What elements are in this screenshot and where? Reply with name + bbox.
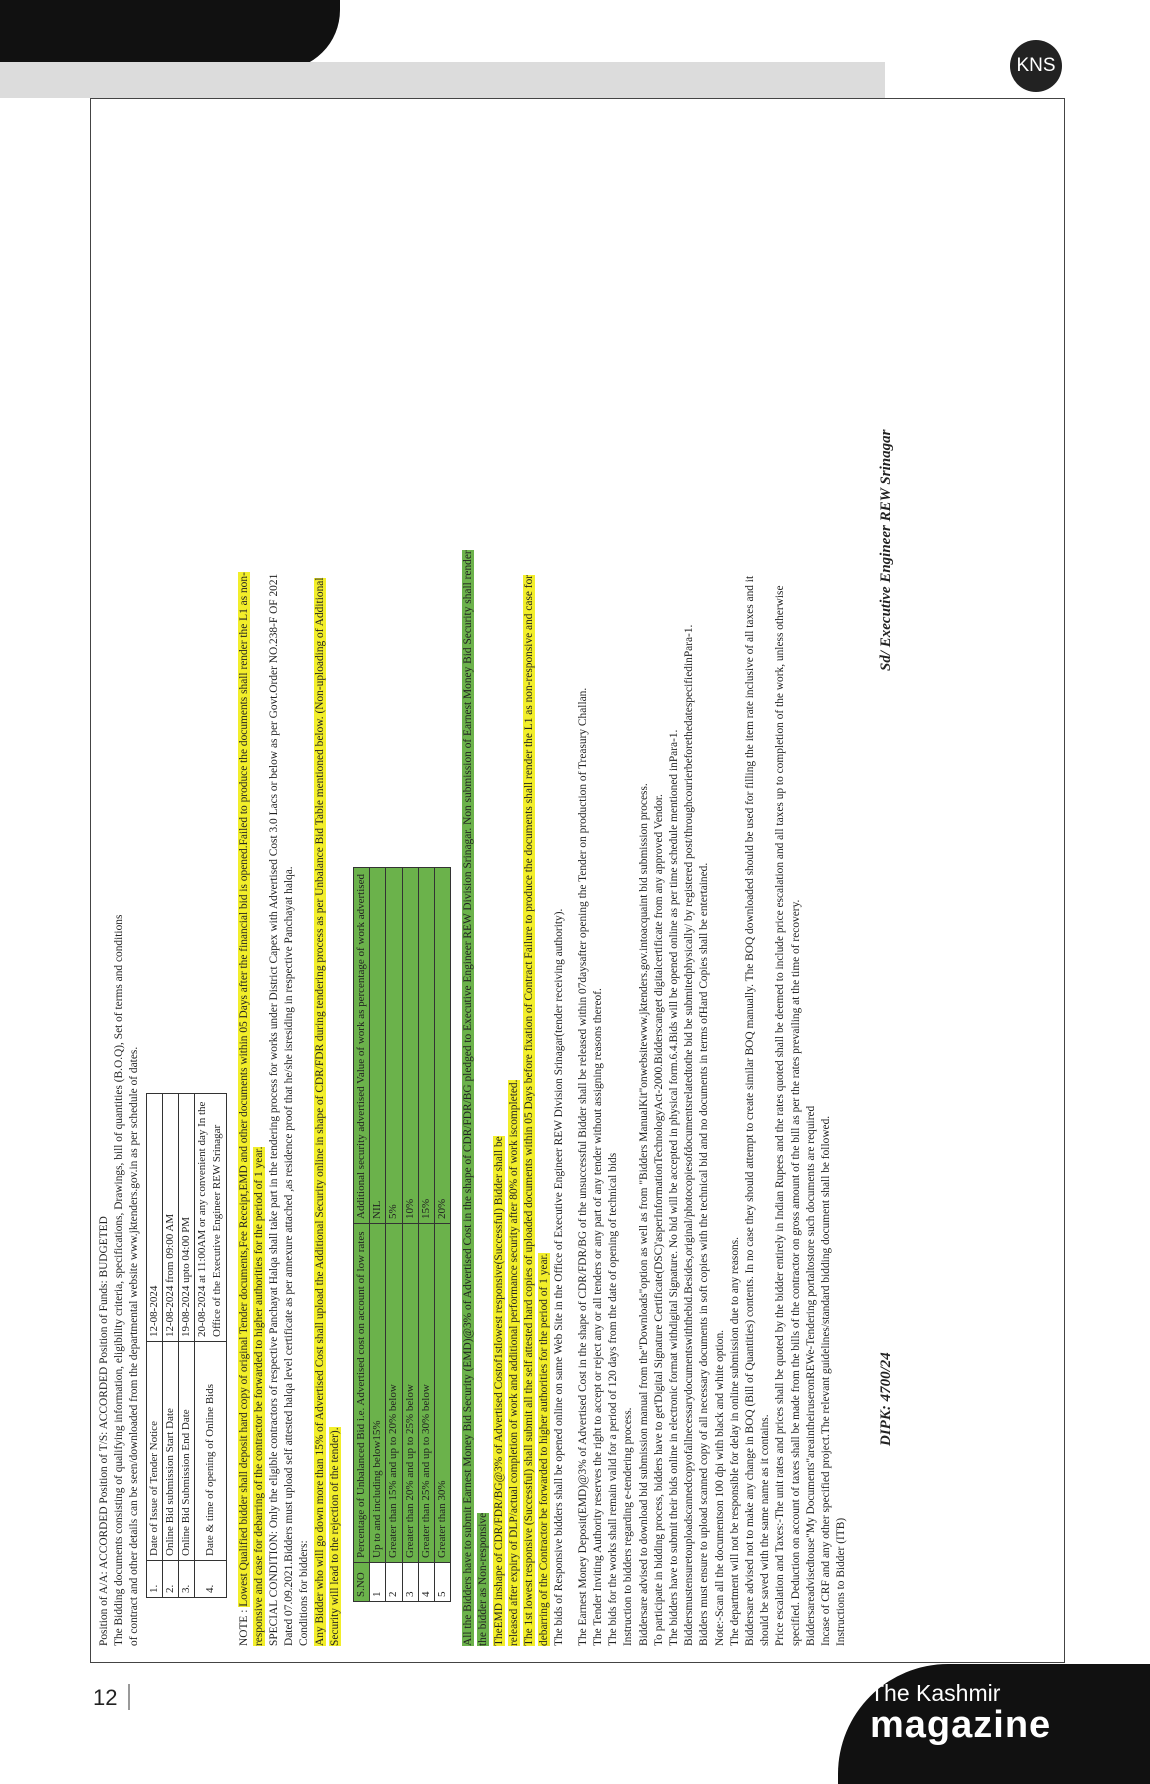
corner-decoration: [0, 0, 340, 70]
row-number: 1.: [146, 1561, 162, 1598]
row-value: 20-08-2024 at 11:00AM or any convenient day In the Office of the Executive Engineer REW Srinagar: [195, 1094, 226, 1342]
table-row: [179, 1094, 195, 1598]
table-cell: 15%: [418, 868, 434, 1224]
note-highlight: Lowest Qualified bidder shall deposit hard copy of original Tender documents,Fee Receipt,EMD and other documents within 05 Days after the financial bid is opened.Failed to produce the documents shall render the L1 as non-: [237, 572, 250, 1607]
rule-line: should be saved with the same name as it contains.: [759, 1414, 772, 1646]
row-number: 4.: [195, 1561, 226, 1598]
condition-highlight: Security will lead to the rejection of the tender).: [328, 1427, 341, 1646]
intro-line: The Bidding documents consisting of qualifying information, eligibility criteria, specifications, Drawings, bill of quantities (B.O.Q), Set of terms and conditions: [113, 914, 126, 1646]
schedule-of-dates-table: [146, 1093, 227, 1598]
kns-logo-badge: [1010, 40, 1062, 92]
table-cell: 2: [386, 1563, 402, 1602]
table-row: [370, 868, 386, 1602]
emd-highlight: released after expiry of DLP/actual completion of work and additional performance security after 80% of work iscompleted.: [507, 1079, 520, 1646]
header-cell: Percentage of Unbalanced Bid i.e. Advertised cost on account of low rates: [354, 1224, 370, 1563]
table-cell: 10%: [402, 868, 418, 1224]
rule-line: The department will not be responsible for delay in online submission due to any reasons.: [728, 1236, 741, 1646]
header-band: [0, 62, 885, 98]
page-number-divider: [128, 1684, 130, 1710]
rule-line: Instruction to bidders regarding e-tendering process.: [622, 1407, 635, 1646]
row-label: Online Bid submission Start Date: [162, 1342, 178, 1561]
table-row: [146, 1094, 162, 1598]
note-highlight: responsive and case for debarring of the contractor be forwarded to higher authorities for the period of 1 year.: [252, 1146, 265, 1646]
emd-line: [522, 117, 537, 1646]
table-cell: 4: [418, 1563, 434, 1602]
emd-highlight: the bidder as Non-responsive: [477, 1512, 490, 1646]
rule-line: specified. Deduction on account of taxes shall be made from the bills of the contractor on gross amount of the bill as per the rates prevailing at the time of recovery.: [789, 899, 802, 1646]
row-number: 3.: [179, 1561, 195, 1598]
table-row: [402, 868, 418, 1602]
rule-line: Price escalation and Taxes:-The unit rates and prices shall be quoted by the bidder entirely in Indian Rupees and the rates quoted shall be deemed to include price escalation and all taxes up to completion of the work, unless otherwise: [774, 585, 787, 1646]
row-label: Online Bid Submission End Date: [179, 1342, 195, 1561]
header-cell: Additional security advertised Value of work as percentage of work advertised: [354, 868, 370, 1224]
spacer: [568, 117, 576, 1646]
table-cell: Greater than 15% and up to 20% below: [386, 1224, 402, 1563]
intro-line: Position of A/A: ACCORDED Position of T/S: ACCORDED Position of Funds: BUDGETED: [98, 1216, 110, 1646]
table-row: [386, 868, 402, 1602]
emd-line: [476, 117, 491, 1646]
emd-highlight: TheEMD inshape of CDR/FDR/BG@3% of Advertised Costof1stlowest responsive(Successful) Bidder shall be: [492, 1136, 505, 1646]
header-cell: S.NO: [354, 1563, 370, 1602]
condition-line: [313, 117, 328, 1646]
condition-highlight: Any Bidder who will go down more than 15% of Advertised Cost shall upload the Additional Security online in shape of CDR/FDR during tendering process as per Unbalance Bid Table mentioned below. (Non-uploading of Additional: [313, 577, 326, 1646]
rule-line: Note:-Scan all the documentson 100 dpi with black and white option.: [713, 1329, 726, 1646]
signature-row: [865, 117, 911, 1646]
rule-line: To participate in bidding process, bidders have to get'Digital Signature Certificate(DSC)'asperInformationTechnologyAct-2000.Bidderscanget digitalcertificate from any approved Vendor.: [652, 794, 665, 1646]
kns-logo-text: KNS: [1016, 55, 1056, 76]
rule-line: The bids for the works shall remain valid for a period of 120 days from the date of opening of technical bids: [607, 1152, 620, 1646]
row-label: Date & time of opening of Online Bids: [195, 1342, 226, 1561]
tender-notice-frame: [90, 98, 1065, 1663]
emd-line: [537, 117, 552, 1646]
rule-line: Biddersareadvisedtouse"My Documents"areaintheiruseronREWe-Tendering portaltostore such documents are required: [804, 1105, 817, 1646]
row-value: 12-08-2024: [146, 1094, 162, 1342]
table-row: [162, 1094, 178, 1598]
table-cell: Up to and including below15%: [370, 1224, 386, 1563]
rule-line: The bidders have to submit their bids online in electronic format withdigital Signature. No bid will be accepted in physical form.6.4.Bids will be opened online as per time schedule mentioned inPara-1.: [667, 729, 680, 1646]
rule-line: Bidders must ensure to upload scanned copy of all necessary documents in soft copies with the technical bid and no documents in terms ofHard Copies shall be entertained.: [698, 862, 711, 1646]
rule-line: Biddersmustensuretouploadscannedcopyofallnecessarydocumentswiththebid.Besides,original/photocopiesofdocumentsrelatedtothe bid be submitedphysically/ by registered post/throughcourierbeforethedatespecifiedinPara-1.: [683, 624, 696, 1646]
table-cell: NIL: [370, 868, 386, 1224]
row-value: 19-08-2024 upto 04:00 PM: [179, 1094, 195, 1342]
special-condition-line: Dated 07.09.2021.Bidders must upload self attested halqa level certificate as per annexure attached ,as residence proof that he/she isresiding in respective Panchayat halqa.: [283, 866, 296, 1646]
table-row: [195, 1094, 226, 1598]
conditions-heading: Conditions for bidders:: [298, 1540, 311, 1646]
magazine-logo-line1: The Kashmir: [870, 1680, 1001, 1706]
rule-line: Instructions to Bidder (ITB): [835, 1517, 848, 1646]
emd-highlight: The 1st lowest responsive (Successful) shall submit all the self attested hard copies of uploaded documents within 05 Days before fixation of Contract Failure to produce the documents shall render the L1 as non-responsive and case for: [523, 574, 536, 1646]
dipk-number: DIPK: 4700/24: [878, 1352, 895, 1446]
page-number: 12: [93, 1685, 118, 1710]
magazine-logo-line2: magazine: [870, 1704, 1052, 1746]
row-value: 12-08-2024 from 09:00 AM: [162, 1094, 178, 1342]
table-cell: 5: [435, 1563, 451, 1602]
emd-highlight: All the Bidders have to submit Earnest Money Bid Security (EMD)@3% of Advertised Cost in the shape of CDR/FDR/BG pledged to Executive Engineer REW Division Srinagar. Non submission of Earnest Money Bid Security shall render: [462, 550, 475, 1646]
emd-highlight: debarring of the Contractor be forwarded to higher authorities for the period of 1 year.: [538, 1253, 551, 1646]
magazine-logo: [870, 1680, 1051, 1744]
table-cell: 20%: [435, 868, 451, 1224]
note-line: [252, 117, 267, 1646]
rule-line: The Earnest Money Deposit(EMD)@3% of Advertised Cost in the shape of CDR/FDR/BG of the unsuccessful Bidder shall be released within 07daysafter opening the Tender on production of Treasury Challan.: [576, 687, 589, 1646]
tender-notice: [91, 99, 911, 1663]
table-cell: 1: [370, 1563, 386, 1602]
table-row: [435, 868, 451, 1602]
table-cell: 3: [402, 1563, 418, 1602]
signature-text: Sd/ Executive Engineer REW Srinagar: [878, 429, 895, 671]
rule-line: Incase of CRF and any other specified project.The relevant guidelines/standard bidding document shall be followed.: [819, 1115, 832, 1646]
rule-line: Biddersare advised to download bid submission manual from the"Downloads"option as well as from "Bidders ManualKit"onwebsitewww.jktenders.gov.intoacquaint bid submission process.: [637, 783, 650, 1646]
table-row: [418, 868, 434, 1602]
note-line: [237, 117, 252, 1646]
row-label: Date of Issue of Tender Notice: [146, 1342, 162, 1561]
rule-line: The Tender Inviting Authority reserves the right to accept or reject any or all tenders or any part of any tender without assigning reasons thereof.: [591, 988, 604, 1646]
row-number: 2.: [162, 1561, 178, 1598]
table-cell: Greater than 25% and up to 30% below: [418, 1224, 434, 1563]
table-header-row: [354, 868, 370, 1602]
emd-line: [507, 117, 522, 1646]
emd-line: The bids of Responsive bidders shall be opened online on same Web Site in the Office of Executive Engineer REW Division Srinagar(tender receiving authority).: [553, 908, 566, 1646]
emd-line: [492, 117, 507, 1646]
condition-line: [328, 117, 343, 1646]
emd-line: [461, 117, 476, 1646]
table-cell: Greater than 30%: [435, 1224, 451, 1563]
tender-notice-rotated: [91, 99, 1065, 1663]
intro-line: of contract and other details can be seen/downloaded from the departmental website www.jktenders.gov.in as per schedule of dates.: [128, 1046, 141, 1646]
rule-line: Biddersare advised not to make any change in BOQ (Bill of Quantities) contents. In no case they should attempt to create similar BOQ manually. The BOQ downloaded should be used for filling the item rate inclusive of all taxes and it: [743, 575, 756, 1646]
table-cell: 5%: [386, 868, 402, 1224]
table-cell: Greater than 20% and up to 25% below: [402, 1224, 418, 1563]
unbalanced-bid-table: [353, 867, 451, 1602]
note-prefix: NOTE :: [237, 1606, 250, 1646]
special-condition-line: SPECIAL CONDITION: Only the eligible contractors of respective Panchayat Halqa shall take part in the tendering process for works under District Capex with Advertised Cost 3.0 Lacs or below as per Govt.Order NO.238-F OF 2021: [268, 573, 281, 1646]
